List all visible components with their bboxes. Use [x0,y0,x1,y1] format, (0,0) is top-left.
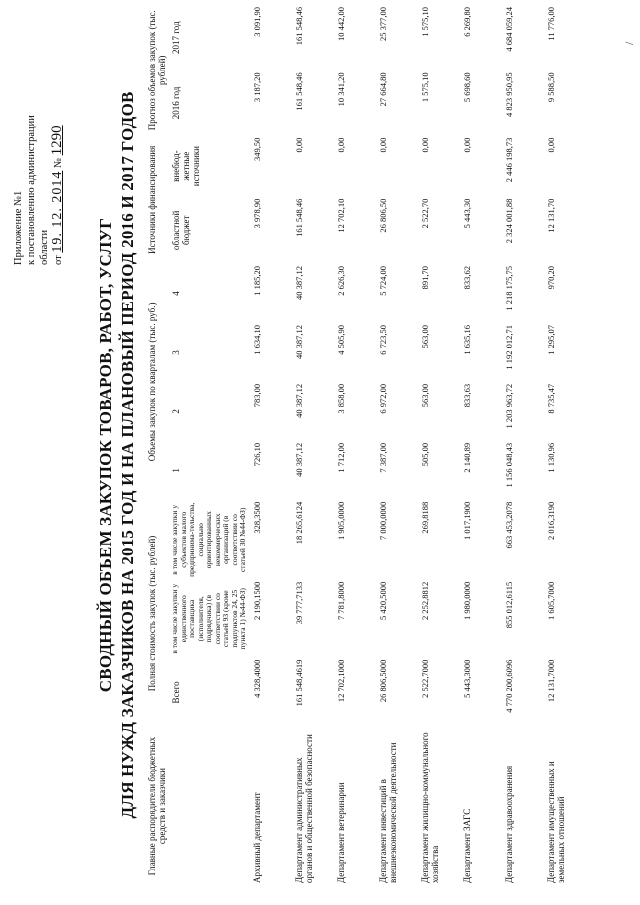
table-row [418,5,460,885]
cell-y2016: 27 664,80 [377,72,388,107]
cell-q3: 563,00 [419,324,430,349]
cell-y2016: 10 341,20 [335,72,346,107]
cell-total: 161 548,4619 [293,659,304,707]
cell-total: 5 443,3000 [461,659,472,698]
approval-line-1: Приложение №1 [13,190,24,265]
cell-q3: 4 505,90 [335,324,346,355]
cell-y2016: 5 698,60 [461,72,472,103]
cell-q3: 1 295,07 [545,324,556,355]
cell-total: 4 328,4000 [251,659,262,698]
cell-q1: 1 156 048,43 [503,442,514,488]
cell-q4: 40 387,12 [293,266,304,300]
table-row [250,5,292,885]
cell-small: 18 265,6124 [293,501,304,545]
header-total: Всего [171,681,181,704]
cell-q3: 1 635,16 [461,324,472,355]
cell-total: 12 131,7000 [545,659,556,703]
cell-extra: 0,00 [461,137,472,153]
cell-q2: 563,00 [419,383,430,408]
cell-regional: 12 702,10 [335,198,346,233]
cell-q1: 726,10 [251,442,262,467]
cell-q3: 1 192 012,71 [503,324,514,370]
cell-regional: 26 806,50 [377,198,388,233]
cell-y2016: 161 548,46 [293,72,304,111]
cell-small: 2 016,3190 [545,501,556,541]
header-q3: 3 [171,350,181,355]
approval-line-2: к постановлению администрации [26,115,37,265]
table-row [376,5,418,885]
cell-small: 1 017,1900 [461,501,472,541]
procurement-table [145,5,586,885]
header-extra: внебюд-жетные источники [171,146,201,187]
cell-extra: 349,50 [251,137,262,161]
cell-single: 39 777,7133 [293,581,304,625]
header-q4: 4 [171,291,181,296]
cell-y2016: 3 187,20 [251,72,262,103]
cell-y2017: 6 269,80 [461,7,472,37]
cell-q4: 970,20 [545,266,556,290]
cell-single: 855 012,6115 [503,581,514,629]
table-row [544,5,586,885]
cell-single: 1 980,0000 [461,581,472,621]
cell-extra: 0,00 [419,137,430,153]
cell-q1: 1 712,00 [335,442,346,473]
cell-y2016: 1 575,10 [419,72,430,103]
cell-total: 12 702,1000 [335,659,346,703]
cell-y2016: 9 588,50 [545,72,556,103]
cell-q4: 1 218 175,75 [503,266,514,311]
cell-regional: 5 443,30 [461,198,472,229]
row-customer-name: Департамент ветеринарии [335,782,346,883]
cell-y2016: 4 823 950,95 [503,72,514,117]
cell-q3: 40 387,12 [293,324,304,359]
cell-single: 5 420,5000 [377,581,388,621]
cell-regional: 3 978,90 [251,198,262,229]
approval-stamp [12,45,65,265]
cell-y2017: 10 442,00 [335,7,346,41]
cell-q2: 1 203 963,72 [503,383,514,429]
cell-extra: 0,00 [293,137,304,153]
cell-q4: 891,70 [419,266,430,290]
header-sources: Источники финансирования [147,145,157,254]
cell-y2017: 161 548,46 [293,7,304,46]
row-customer-name: Департамент ЗАГС [461,808,472,883]
cell-q1: 40 387,12 [293,442,304,477]
header-forecast: Прогноз объемов закупок (тыс. рублей) [147,10,167,131]
cell-y2017: 25 377,00 [377,7,388,41]
cell-total: 4 770 200,6096 [503,659,514,713]
header-q2: 2 [171,409,181,414]
row-customer-name: Департамент административных органов и общественной безопасности [293,734,314,883]
header-quarterly: Объемы закупок по кварталам (тыс. руб.) [147,302,157,462]
cell-q4: 5 724,00 [377,266,388,296]
cell-q2: 783,00 [251,383,262,408]
cell-total: 26 806,5000 [377,659,388,703]
row-customer-name: Департамент здравоохранения [503,765,514,883]
header-full-cost: Полная стоимость закупок (тыс. рублей) [147,535,157,692]
cell-q1: 2 140,89 [461,442,472,473]
cell-single: 1 605,7000 [545,581,556,621]
cell-regional: 2 324 001,88 [503,198,514,244]
cell-small: 269,8188 [419,501,430,534]
approval-date-line [51,45,65,265]
number-prefix: № [53,158,64,169]
header-single-supplier: в том числе закупки у единственного поставщика (исполнителя, подрядчика) (в соответствии со статьей 93 (кроме подпунктов 24, 25 пункта 1) №44-ФЗ) [170,583,247,654]
cell-q1: 7 387,00 [377,442,388,473]
cell-extra: 2 446 198,73 [503,137,514,183]
approval-date: 19. 12. 2014 [50,170,65,253]
row-customer-name: Архивный департамент [251,792,262,883]
cell-y2017: 1 575,10 [419,7,430,37]
document-subtitle: ДЛЯ НУЖД ЗАКАЗЧИКОВ НА 2015 ГОД И НА ПЛАНОВЫЙ ПЕРИОД 2016 И 2017 ГОДОВ [118,91,137,819]
cell-q2: 6 972,00 [377,383,388,414]
header-q1: 1 [171,468,181,473]
table-row [502,5,544,885]
approval-number: 1290 [49,125,65,156]
cell-q2: 833,63 [461,383,472,408]
document-title: СВОДНЫЙ ОБЪЕМ ЗАКУПОК ТОВАРОВ, РАБОТ, УСЛУГ [96,217,115,693]
date-prefix: от [53,255,64,265]
cell-small: 7 000,0000 [377,501,388,541]
table-row [292,5,334,885]
cell-small: 663 453,2078 [503,501,514,549]
header-small-business: в том числе закупки у субъектов малого предпринима-тельства, социально ориентированных некоммерческих организаций (в соответствии со статьей 30 №44-ФЗ) [170,502,247,577]
cell-q1: 505,00 [419,442,430,467]
cell-q4: 2 626,30 [335,266,346,296]
header-2016: 2016 год [171,86,181,120]
table-row [334,5,376,885]
cell-q3: 6 723,50 [377,324,388,355]
row-customer-name: Департамент жилищно-коммунального хозяйства [419,732,440,883]
cell-single: 2 190,1500 [251,581,262,621]
cell-regional: 2 522,70 [419,198,430,229]
cell-q4: 833,62 [461,266,472,290]
corner-mark: / [622,41,636,45]
row-customer-name: Департамент имущественных и земельных отношений [545,761,566,883]
cell-q4: 1 185,20 [251,266,262,296]
cell-single: 7 781,8000 [335,581,346,621]
cell-q2: 40 387,12 [293,383,304,418]
cell-q1: 1 130,96 [545,442,556,473]
cell-q3: 1 634,10 [251,324,262,355]
cell-extra: 0,00 [335,137,346,153]
header-2017: 2017 год [171,21,181,54]
cell-small: 1 905,0000 [335,501,346,541]
cell-small: 328,3500 [251,501,262,534]
cell-single: 2 252,8812 [419,581,430,621]
cell-q2: 8 735,47 [545,383,556,414]
cell-q2: 3 858,00 [335,383,346,414]
approval-line-3: области [39,229,50,265]
cell-y2017: 3 091,90 [251,7,262,37]
cell-y2017: 11 776,00 [545,7,556,41]
cell-total: 2 522,7000 [419,659,430,698]
cell-extra: 0,00 [545,137,556,153]
cell-extra: 0,00 [377,137,388,153]
header-customer: Главные распорядители бюджетных средств и заказчики [147,736,167,876]
cell-regional: 12 131,70 [545,198,556,233]
cell-y2017: 4 684 059,24 [503,7,514,52]
row-customer-name: Департамент инвестиций в внешнеэкономической деятельности [377,742,398,883]
header-regional: областной бюджет [171,210,191,251]
cell-regional: 161 548,46 [293,198,304,237]
table-row [460,5,502,885]
